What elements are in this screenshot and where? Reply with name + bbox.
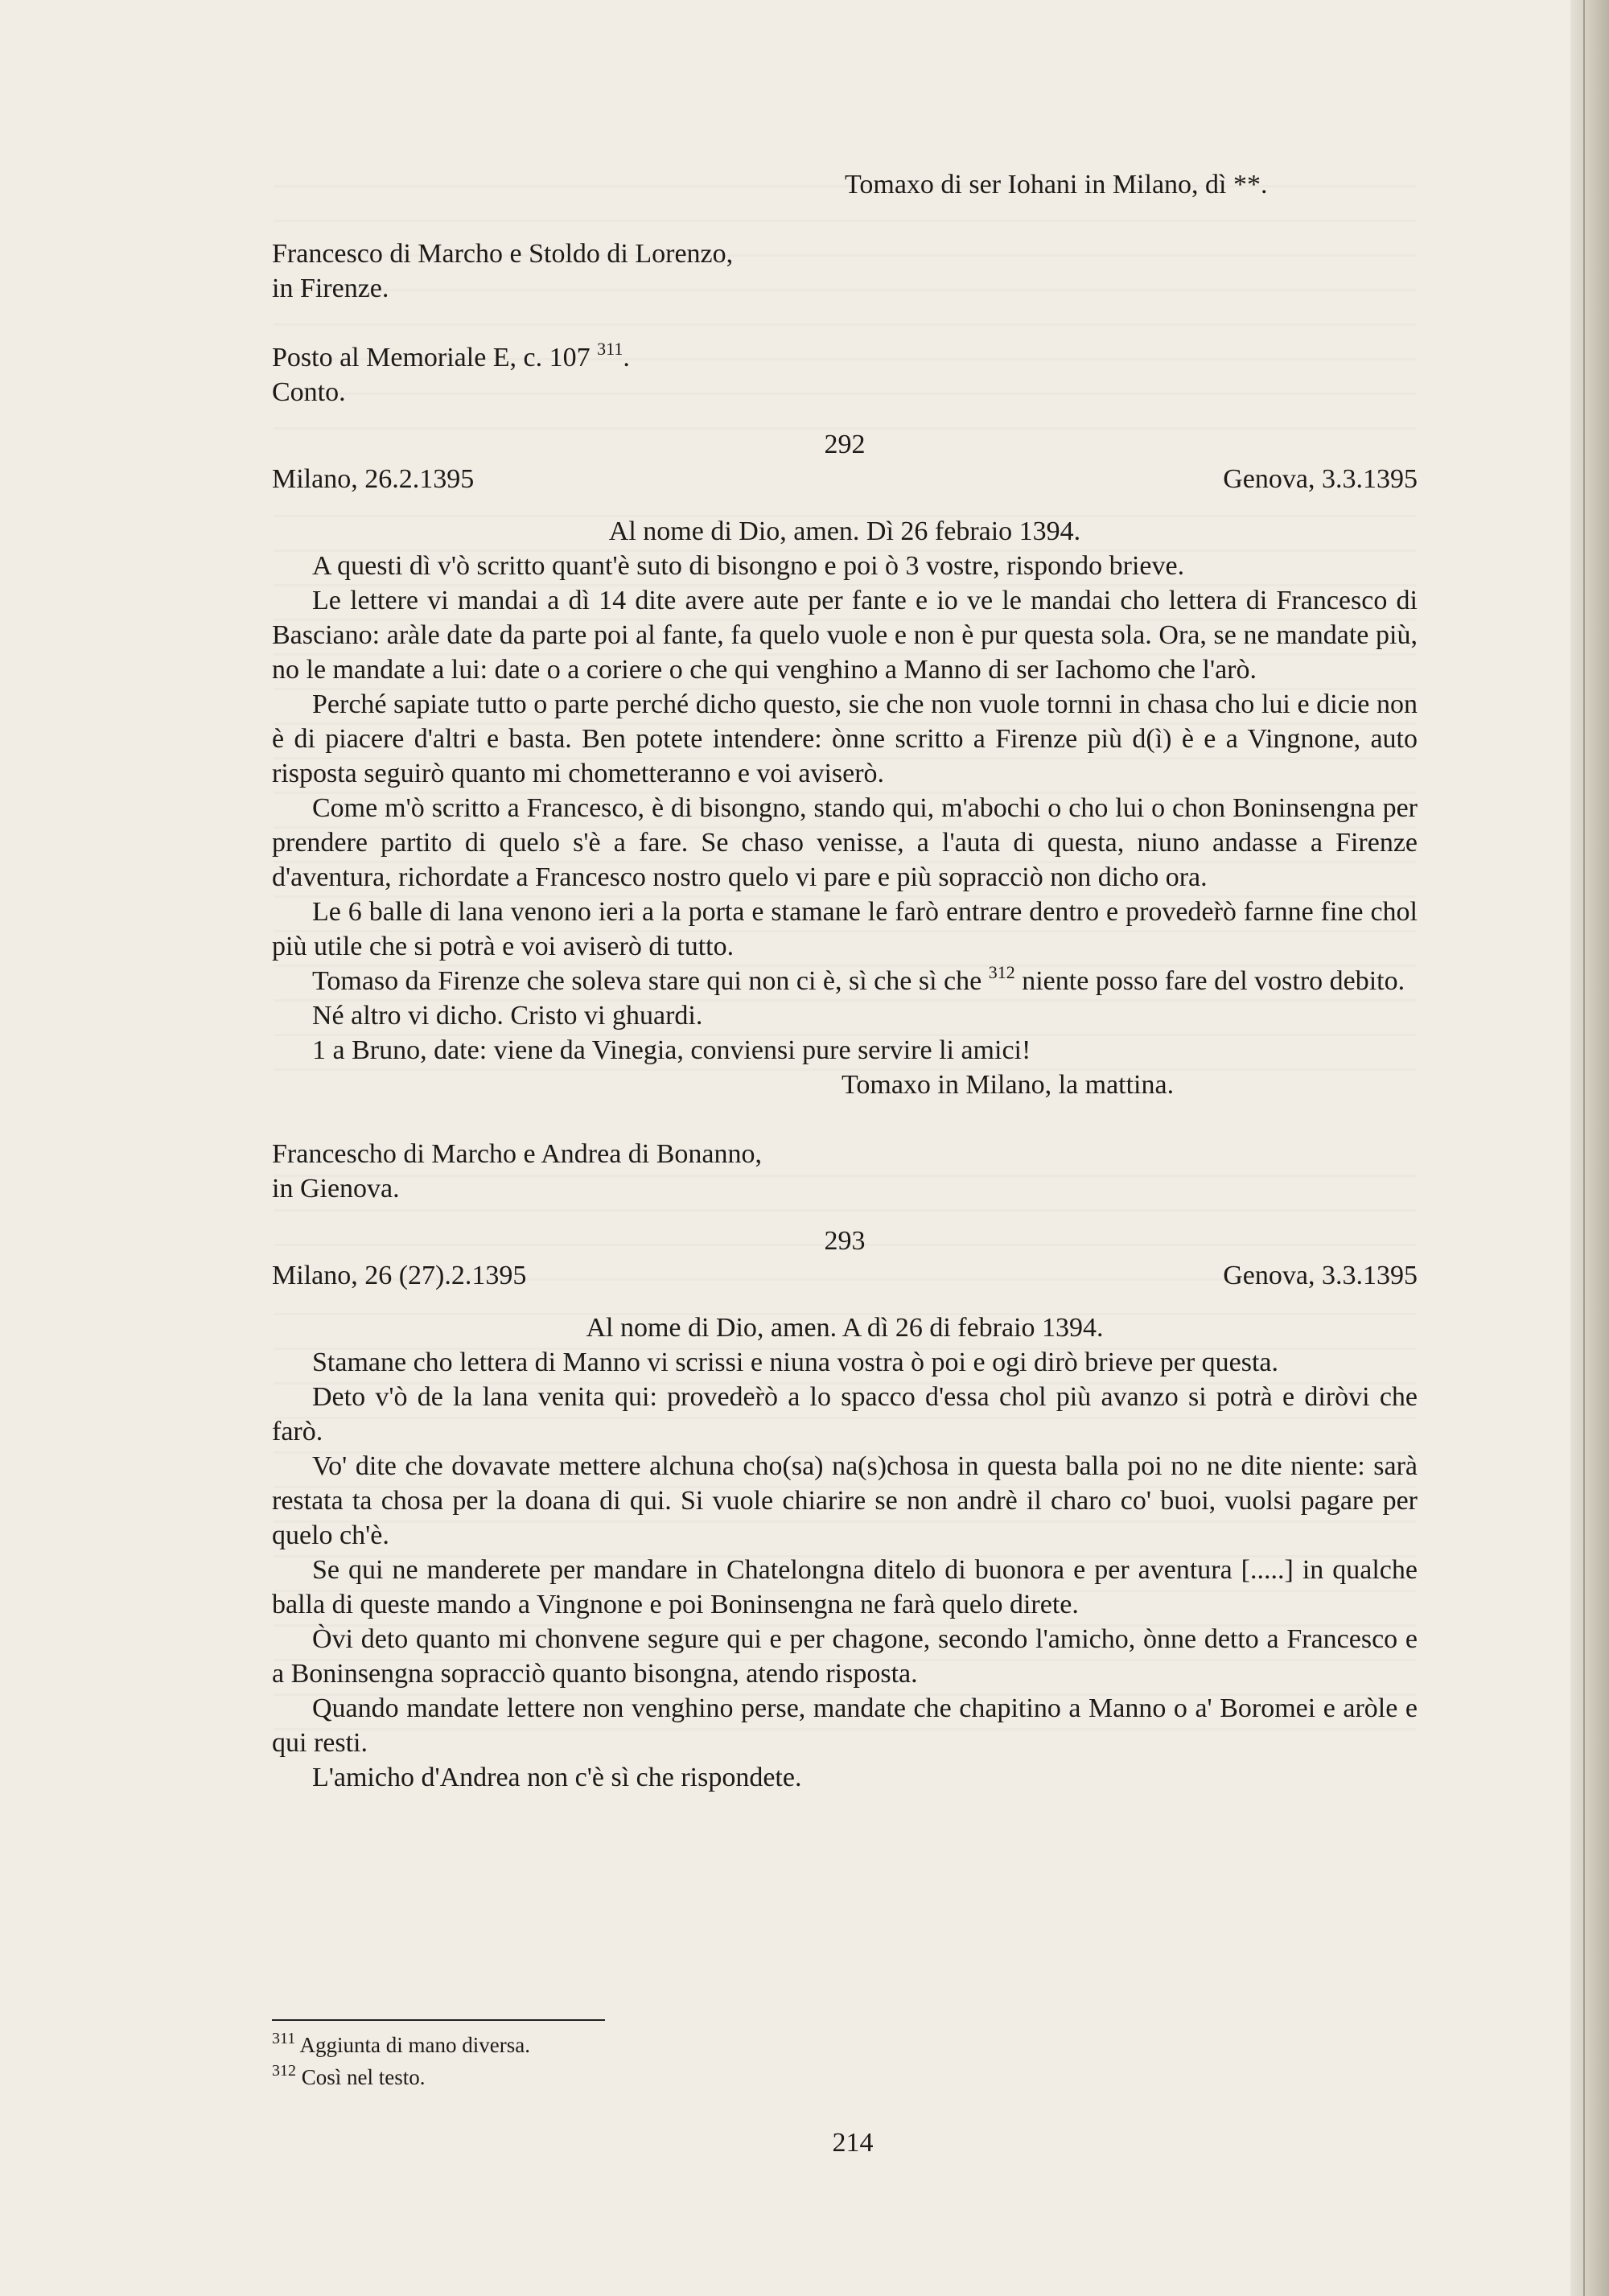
footnote [272, 2061, 530, 2093]
letter-paragraph: L'amicho d'Andrea non c'è sì che rispondete. [312, 1763, 802, 1792]
letter-paragraph: Deto v'ò de la lana venita qui: proveder̀ò a lo spacco d'essa chol più avanzo si potrà e diròvi che farò. [272, 1382, 1418, 1446]
footnotes [272, 2029, 530, 2093]
letter-paragraph: Le 6 balle di lana venono ieri a la porta e stamane le farò entrare dentro e proveder̀ò farnne fine chol più utile che si potrà e voi aviserò di tutto. [272, 897, 1418, 961]
letter-signature: Tomaxo in Milano, la mattina. [842, 1070, 1175, 1100]
letter-invocation: Al nome di Dio, amen. Dì 26 febraio 1394. [608, 516, 1081, 546]
letter-closing: Né altro vi dicho. Cristo vi ghuardi. [312, 1001, 703, 1031]
page-number: 214 [832, 2128, 874, 2158]
tomaso-text-end: niente posso fare del vostro debito. [1014, 966, 1405, 996]
footnote [272, 2029, 530, 2061]
letter-number: 292 [824, 430, 866, 459]
page-edge [1570, 0, 1609, 2296]
footnote-ref: 312 [988, 962, 1015, 982]
letter-paragraph-tomaso [272, 964, 1418, 998]
letter-header [272, 462, 1418, 496]
page-binding-line [1583, 0, 1585, 2296]
letter-paragraph: Perché sapiate tutto o parte perché dicho questo, sie che non vuole tornni in chasa cho lui e dicie non è di piacere d'altri e basta. Ben potete intendere: ònne scritto a Firenze più d(ì) è e a Vingnone, auto risposta seguirò quanto mi chometteranno e voi aviserò. [272, 689, 1418, 788]
letter-number: 293 [824, 1226, 866, 1256]
main-text [272, 167, 1418, 1795]
letter-destination: Genova, 3.3.1395 [1223, 1261, 1418, 1290]
letter-paragraph: Come m'ò scritto a Francesco, è di bisongno, stando qui, m'abochi o cho lui o chon Boninsengna per prendere partito di quelo s'è a fare. Se chaso venisse, a l'auta di questa, niuno andasse a Firenze d'aventura, richordate a Francesco nostro quelo vi pare e più sopracciò non dicho ora. [272, 793, 1418, 892]
letter-paragraph: Le lettere vi mandai a dì 14 dite avere aute per fante e io ve le mandai cho lettera di Francesco di Basciano: aràle date da parte poi al fante, fa quelo vuole e non è pur questa sola. Ora, se ne mandate più, no le mandate a lui: date o a coriere o che qui venghino a Manno di ser Iachomo che l'arò. [272, 586, 1418, 685]
letter-paragraph: Vo' dite che dovavate mettere alchuna cho(sa) na(s)chosa in questa balla poi no ne dite niente: sarà restata ta chosa per la doana di qui. Si vuole chiarire se non andrè il charo co' buoi, vuolsi pagare per quelo ch'è. [272, 1451, 1418, 1550]
letter-origin: Milano, 26.2.1395 [272, 464, 475, 494]
letter-paragraph: Quando mandate lettere non venghino perse, mandate che chapitino a Manno o a' Boromei e aròle e qui resti. [272, 1693, 1418, 1758]
letter-address-line: in Gienova. [272, 1174, 400, 1204]
tomaso-text: Tomaso da Firenze che soleva stare qui non ci è, sì che sì che [312, 966, 989, 996]
footnote-number: 311 [272, 2030, 296, 2047]
footnote-number: 312 [272, 2062, 296, 2080]
letter-invocation: Al nome di Dio, amen. A dì 26 di febraio 1394. [586, 1313, 1104, 1343]
footnote-ref: 311 [597, 339, 623, 359]
memoriale-note-suffix: . [623, 343, 630, 372]
letter-paragraph: Òvi deto quanto mi chonvene segure qui e per chagone, secondo l'amicho, ònne detto a Francesco e a Boninsengna sopracciò quanto bisongna, atendo risposta. [272, 1624, 1418, 1689]
opening-address-line: in Firenze. [272, 274, 389, 303]
opening-signature: Tomaxo di ser Iohani in Milano, dì **. [845, 170, 1268, 200]
letter-paragraph: A questi dì v'ò scritto quant'è suto di bisongno e poi ò 3 vostre, rispondo brieve. [312, 551, 1185, 581]
opening-address-line: Francesco di Marcho e Stoldo di Lorenzo, [272, 239, 734, 269]
memoriale-note [272, 340, 1418, 375]
letter-paragraph: Stamane cho lettera di Manno vi scrissi e niuna vostra ò poi e ogi dirò brieve per questa. [312, 1348, 1279, 1377]
memoriale-note-text: Posto al Memoriale E, c. 107 [272, 343, 598, 372]
conto-label: Conto. [272, 377, 346, 407]
letter-paragraph: Se qui ne manderete per mandare in Chatelongna ditelo di buonora e per aventura [.....] in qualche balla di queste mando a Vingnone e poi Boninsengna ne farà quelo direte. [272, 1555, 1418, 1619]
letter-address-line: Francescho di Marcho e Andrea di Bonanno, [272, 1139, 762, 1169]
footnote-text: Aggiunta di mano diversa. [295, 2033, 530, 2057]
footnote-text: Così nel testo. [296, 2065, 426, 2089]
footnote-divider [272, 2019, 605, 2021]
letter-destination: Genova, 3.3.1395 [1223, 464, 1418, 494]
letter-origin: Milano, 26 (27).2.1395 [272, 1261, 527, 1290]
letter-postscript: 1 a Bruno, date: viene da Vinegia, conviensi pure servire li amici! [312, 1035, 1031, 1065]
letter-header [272, 1258, 1418, 1293]
